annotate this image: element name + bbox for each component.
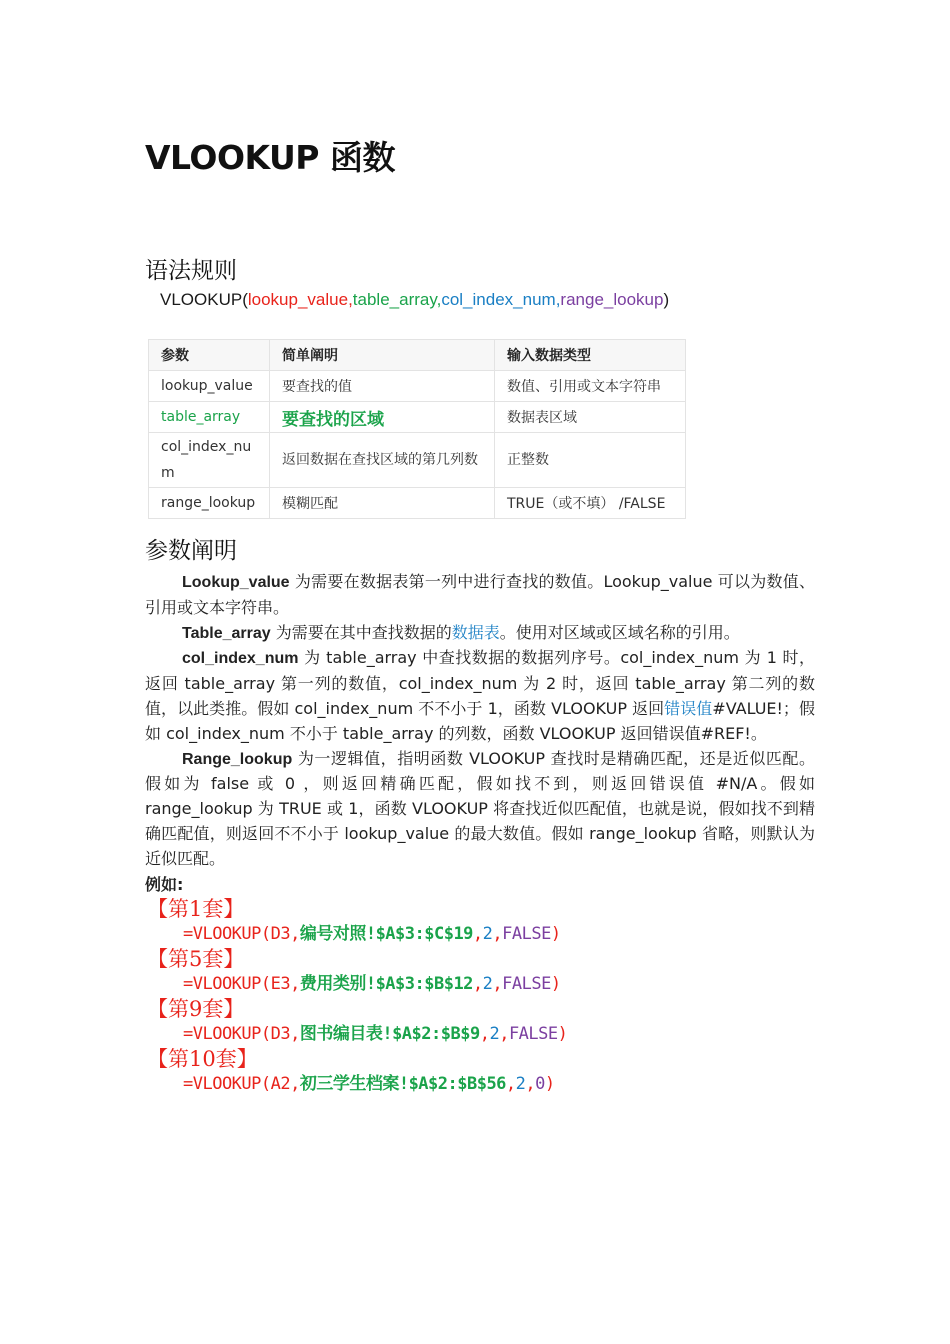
formula-part: , <box>492 924 503 944</box>
syntax-comma: , <box>555 290 561 309</box>
table-row <box>149 402 686 433</box>
example-set-label: 【第1套】 <box>147 897 245 921</box>
examples-section <box>145 872 567 1097</box>
formula-part: =VLOOKUP(D3, <box>183 924 300 944</box>
formula-part: , <box>492 974 503 994</box>
formula-col-index: 2 <box>482 924 493 944</box>
formula-col-index: 2 <box>482 974 493 994</box>
table-row <box>149 371 686 402</box>
table-row <box>149 433 686 488</box>
table-header-cell: 输入数据类型 <box>495 340 686 371</box>
table-cell: range_lookup <box>149 488 270 519</box>
formula-range-lookup: FALSE <box>502 924 551 944</box>
syntax-arg-table-array: table_array <box>352 290 437 309</box>
example-formula <box>183 922 567 947</box>
formula-part: , <box>525 1074 536 1094</box>
formula-part: =VLOOKUP(E3, <box>183 974 300 994</box>
data-table-link[interactable]: 数据表 <box>451 622 500 642</box>
paragraph-table-array <box>145 621 815 647</box>
paragraph-text: 。使用对区域或区域名称的引用。 <box>499 622 740 642</box>
table-cell: 要查找的区域 <box>270 402 495 433</box>
paragraph-text: 为 table_array 中查找数据的数据列序号。col_index_num 为 1 时，返回 table_array 第一列的数值，col_index_num 为 2 时，返回 table_array 第二列的数值，以此类推。假如 col_index_num 不不小于 1，函数 VLOOKUP 返回 <box>145 648 815 718</box>
params-heading: 参数阐明 <box>145 538 237 564</box>
parameter-description <box>145 570 815 872</box>
syntax-comma: , <box>436 290 442 309</box>
formula-range: 初三学生档案!$A$2:$B$56 <box>299 1074 506 1094</box>
page-title: VLOOKUP 函数 <box>145 138 395 177</box>
term-lookup-value: Lookup_value <box>182 574 290 591</box>
paragraph-text: 为需要在其中查找数据的 <box>270 622 452 642</box>
syntax-arg-range-lookup: range_lookup <box>560 290 664 309</box>
example-formula <box>183 1072 567 1097</box>
paragraph-lookup-value <box>145 570 815 621</box>
table-cell: 返回数据在查找区域的第几列数 <box>270 433 495 488</box>
syntax-arg-col-index-num: col_index_num <box>441 290 556 309</box>
example-formula <box>183 972 567 997</box>
table-cell: table_array <box>149 402 270 433</box>
paragraph-text: #VALUE!；假如 col_index_num 不小于 table_array 的列数，函数 VLOOKUP 返回错误值#REF!。 <box>145 698 815 743</box>
table-header-cell: 简单阐明 <box>270 340 495 371</box>
formula-part: =VLOOKUP(D3, <box>183 1024 300 1044</box>
formula-col-index: 2 <box>515 1074 526 1094</box>
syntax-arg-lookup-value: lookup_value <box>247 290 349 309</box>
table-cell: col_index_nu m <box>149 433 270 488</box>
formula-range: 图书编目表!$A$2:$B$9 <box>299 1024 480 1044</box>
formula-part: , <box>472 924 483 944</box>
example-set-label: 【第10套】 <box>147 1047 258 1071</box>
example-formula <box>183 1022 567 1047</box>
formula-part: , <box>499 1024 509 1044</box>
formula-range: 编号对照!$A$3:$C$19 <box>299 924 473 944</box>
error-value-link[interactable]: 错误值 <box>664 698 713 718</box>
paragraph-col-index-num <box>145 646 815 746</box>
paragraph-text: 为需要在数据表第一列中进行查找的数值。Lookup_value 可以为数值、引用或文本字符串。 <box>145 572 815 617</box>
syntax-comma: , <box>348 290 353 309</box>
table-cell: 正整数 <box>495 433 686 488</box>
table-cell: TRUE（或不填） /FALSE <box>495 488 686 519</box>
paragraph-range-lookup <box>145 747 815 872</box>
term-table-array: Table_array <box>182 624 271 642</box>
formula-part: , <box>505 1074 516 1094</box>
syntax-line <box>160 290 669 310</box>
formula-part: =VLOOKUP(A2, <box>183 1074 300 1094</box>
syntax-heading: 语法规则 <box>145 258 237 284</box>
formula-range-lookup: FALSE <box>508 1024 558 1044</box>
formula-range-lookup: FALSE <box>502 974 551 994</box>
syntax-prefix: VLOOKUP( <box>160 290 248 309</box>
formula-part: ) <box>557 1024 568 1044</box>
parameter-table <box>148 339 686 519</box>
formula-part: ) <box>550 974 561 994</box>
table-cell: 要查找的值 <box>270 371 495 402</box>
term-range-lookup: Range_lookup <box>182 750 293 768</box>
formula-part: ) <box>544 1074 555 1094</box>
table-cell: lookup_value <box>149 371 270 402</box>
table-header-row <box>149 340 686 371</box>
formula-part: , <box>472 974 483 994</box>
table-row <box>149 488 686 519</box>
example-set-label: 【第5套】 <box>147 947 245 971</box>
table-cell: 数值、引用或文本字符串 <box>495 371 686 402</box>
table-header-cell: 参数 <box>149 340 270 371</box>
table-cell: 模糊匹配 <box>270 488 495 519</box>
syntax-suffix: ) <box>663 290 670 309</box>
term-col-index-num: col_index_num <box>182 650 299 668</box>
examples-label: 例如: <box>145 875 184 894</box>
example-set-label: 【第9套】 <box>147 997 245 1021</box>
formula-range: 费用类别!$A$3:$B$12 <box>299 974 473 994</box>
formula-col-index: 2 <box>489 1024 500 1044</box>
table-cell: 数据表区域 <box>495 402 686 433</box>
formula-part: , <box>479 1024 490 1044</box>
paragraph-text: 为一逻辑值，指明函数 VLOOKUP 查找时是精确匹配，还是近似匹配。假如为 false 或 0 ，则返回精确匹配，假如找不到，则返回错误值 #N/A。假如 range_lookup 为 TRUE 或 1，函数 VLOOKUP 将查找近似匹配值，也就是说，假如找不到精确匹配值，则返回不不小于 lookup_value 的最大数值。假如 range_lookup 省略，则默认为近似匹配。 <box>145 748 815 868</box>
formula-part: ) <box>550 924 561 944</box>
formula-range-lookup: 0 <box>535 1074 545 1094</box>
